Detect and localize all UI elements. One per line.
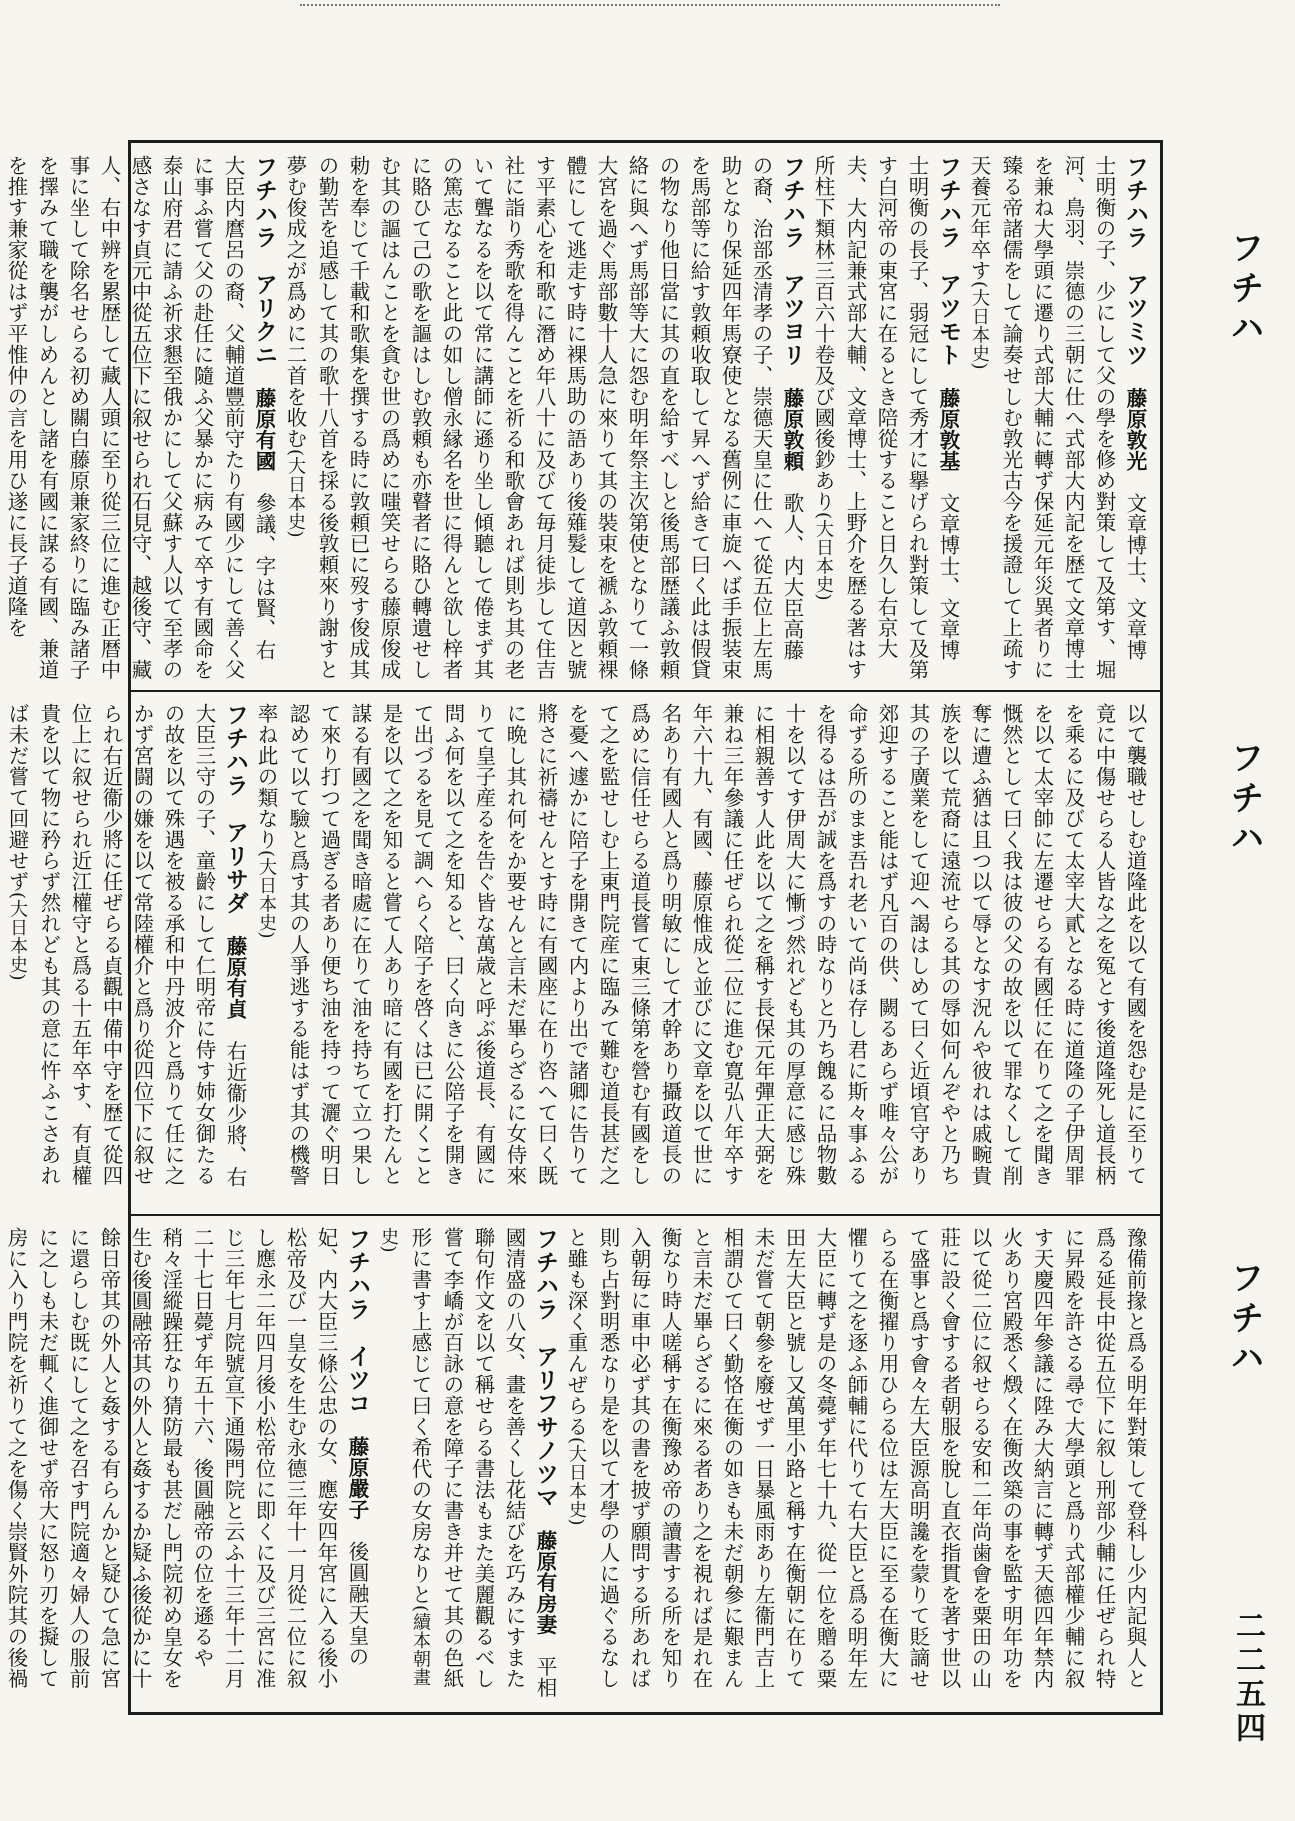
entry-arisada (5, 703, 247, 1188)
entry-name: 藤原嚴子 (345, 1436, 369, 1520)
entry-text: 豫備前掾と爲る明年對策して登科し少内記與人と爲る延長中從五位下に叙し刑部少輔に任ぜられ特に昇殿を許さる尋で大學頭と爲り式部權少輔に叙す天慶四年參議に陞み大納言に轉ず天德四年禁内火あり宮殿悉く燬く在衡改築の事を監す明年功を以て從二位に叙せらる安和二年尚歯會を粟田の山莊に設く會する者朝服を脫し直衣指貫を著す世以て盛事と爲す會々左大臣源高明讒を蒙りて貶謫せらる在衡擢り用ひらる位は左大臣に至る在衡大に懼りて之を逐ふ師輔に代りて右大臣と爲る明年左大臣に轉ず是の冬薨ず年七十九、從一位を贈る粟田左大臣と號し又萬里小路と稱す在衡朝に在りて未だ嘗て朝參を廢せず一日暴風雨あり左衞門吉上相謂ひて曰く勤恪在衡の如きも未だ朝參に艱まんと言未だ畢らざるに來る者あり之を視れば是れ在衡なり時人嗟稱す在衡豫め帝の讀書する所を知り入朝毎に車中必ず其の書を披ず願問する所あれば則ち占對明悉なり是を以て才學の人に過ぐるなしと雖も深く重んぜらる (564, 1227, 1147, 1689)
entry-atsumitsu (967, 155, 1147, 680)
entry-kana: フチハラ アツモト (935, 155, 961, 367)
entry-source: (大日本史) (285, 449, 306, 539)
entry-kana: フチハラ アリクニ (251, 155, 277, 367)
entry-arikuni-cont (254, 703, 1147, 1186)
entry-source: (大日本史) (7, 892, 28, 982)
entry-arifusa-tsuma (376, 1227, 557, 1698)
top-edge-mark (300, 4, 1000, 6)
entry-text: 右近衞少將、右大臣三守の子、童齡にして仁明帝に侍す姉女御たるの故を以て殊遇を被る承和中丹波介と爲りて任に之かず宮闘の嫌を以て常陸權介と爲り從四位下に叙せられ右近衞少將に任ぜらる貞觀中備中守を歴て從四位上に叙せられ近江權守と爲る十五年卒す、有貞權貴を以て物に矜らず然れども其の意に忤ふこさあれば未だ嘗て回避せず (5, 703, 247, 1188)
entry-arikuni (4, 155, 276, 680)
entry-source: (續本朝畫史) (378, 1227, 431, 1687)
entry-name: 藤原有國 (252, 387, 276, 472)
tier-bottom (4, 1227, 1150, 1705)
running-head-bottom: フチハ (1224, 1260, 1264, 1380)
tier-divider-upper (131, 690, 1160, 692)
page-number: 二二五四 (1230, 1610, 1265, 1746)
entry-kana: フチハラ アリサダ (222, 703, 248, 915)
entry-name: 藤原敦頼 (780, 387, 804, 472)
entry-source: (大日本史) (969, 281, 990, 371)
entry-text: 文章博士、文章博士明衡の長子、弱冠にして秀才に擧げられ對策して及第す白河帝の東宮に在るとき陪從すること日久し右京大夫、大内記兼式部大輔、文章博士、上野介を歴る著はす所柱下類林三百六十卷及び國後鈔あり (811, 155, 960, 680)
entry-kana: フチハラ アツヨリ (779, 155, 805, 367)
entry-name: 藤原有貞 (223, 935, 247, 1020)
entry-kana: フチハラ アリフサノツマ (532, 1227, 558, 1509)
entry-name: 藤原敦基 (936, 387, 960, 472)
entry-text: 平相國清盛の八女、畫を善くし花結びを巧みにすまた聯句作文を以て稱せらる書法もまた美麗觀るべし嘗て李嶠が百詠の意を障子に書き并せて其の色紙形に書す上感じて曰く希代の女房なりと (408, 1227, 557, 1698)
running-head-middle: フチハ (1224, 740, 1264, 860)
tier-middle (5, 703, 1150, 1203)
entry-kana: フチハラ イツコ (344, 1227, 370, 1415)
running-head-top: フチハ (1224, 230, 1264, 350)
entry-arihira-cont (564, 1227, 1147, 1689)
entry-name: 藤原敦光 (1123, 387, 1147, 472)
entry-text: 文章博士、文章博士明衡の子、少にして父の學を修め對策して及第す、堀河、鳥羽、崇德の三朝に仕へ式部大内記を歴て文章博士を兼ね大學頭に遷り式部大輔に轉ず保延元年災異者りに臻る帝諸儒をして論奏せしむ敦光古今を援證して上疏す天養元年卒す (967, 155, 1147, 680)
entry-text: 後圓融天皇の妃、内大臣三條公忠の女、應安四年宮に入る後小松帝及び一皇女を生む永德三年十一月從二位に叙し應永二年四月後小松帝位に即くに及び三宮に准じ三年七月院號宣下通陽門院と云ふ十三年十二月二十七日薨ず年五十六、後圓融帝の位を遜るや稍々淫縱躁狂なり猜防最も甚だし門院初め皇女を生む後圓融帝其の外人と姦するか疑ふ後從かに十餘日帝其の外人と姦する有らんかと疑ひて急に宮に還らしむ既にして之を召す門院適々婦人の服前に之しも未だ輒く進御せず帝大に怒り刃を擬して房に入り門院を祈りて之を傷く崇賢外院其の後禍 (4, 1227, 369, 1689)
page-frame (4, 140, 1163, 1715)
entry-itsuko (0, 1227, 369, 1689)
entry-source: (大日本史) (566, 1437, 587, 1527)
entry-kana: フチハラ アツミツ (1122, 155, 1148, 367)
tier-top (4, 155, 1150, 680)
entry-atsumoto (811, 155, 960, 680)
entry-name: 藤原有房妻 (533, 1530, 557, 1635)
entry-text: 歌人、内大臣高藤の裔、治部丞清孝の子、崇德天皇に仕へて從五位上左馬助となり保延四年馬寮使となる舊例に車旋へば手振装束を馬部等に給す敦頼收取して昇へず給きて曰く此は假貸の物なり他日當に其の直を給すべしと後馬部歴議ふ敦頼絡に與へず馬部等大に怨む明年祭主次第使となりて一條大宮を過ぐ馬部數十人急に來りて其の裝束を褫ふ敦頼裸體にして逃走す時に裸馬助の語あり後薙髮して道因と號す平素心を和歌に潛め年八十に及びて毎月徒歩して住吉社に詣り秀歌を得んことを祈る和歌會あれば則ち其の老いて聾なるを以て常に講師に遜り坐し傾聽して倦まず其の篤志なること此の如し僧永縁名を世に得んと欲し梓者に賂ひて己の歌を謳はしむ敦頼も亦瞽者に賂ひ轉遺せしむ其の謳はんことを貪む世の爲めに嗤笑せらる藤原俊成勅を奉じて千載和歌集を撰する時に敦頼已に歿す俊成其の勤苦を追感して其の歌十八首を採る後敦頼來り謝すと夢む俊成之が爲めに二首を收む (283, 155, 804, 680)
entry-source: (大日本史) (813, 512, 834, 602)
entry-text: 參議、字は賢、右大臣内麿呂の裔、父輔道豐前守たり有國少にして善く父に事ふ嘗て父の赴任に隨ふ父暴かに病みて卒す有國命を泰山府君に請ふ祈求懇至俄かにして父蘇す人以て至孝の感さなす貞元中從五位下に叙せられ石見守、越後守、藏人、右中辨を累歴して藏人頭に至り從三位に進む正暦中事に坐して除名せらる初め關白藤原兼家終りに臨み諸子を擇みて職を襲がしめんとし諸を有國に謀る有國、兼道を推す兼家從はず平惟仲の言を用ひ遂に長子道隆を (4, 155, 276, 680)
entry-source: (大日本史) (256, 850, 277, 940)
tier-divider-lower (131, 1214, 1160, 1216)
entry-text: 以て襲職せしむ道隆此を以て有國を怨む是に至りて竟に中傷せらる人皆な之を冤とす後道隆死し道長柄を乘るに及びて太宰大貳となる時に道隆の子伊周罪を以て太宰帥に左遷せらる有國任に在りて之を聞き慨然として曰く我は彼の父の故を以て罪なくして削奪に遭ふ猶は且つ以て辱となす況んや彼れは戚畹貴族を以て荒裔に遠流せらる其の辱如何んぞやと乃ち其の子廣業をして迎へ謁はしめて曰く近頃官守あり郊迎すること能はず凡百の供、闕るあらず唯々公が命ずる所のまま吾れ老いて尚ほ存し君に斯々事ふるを得るは吾が誠を爲すの時なりと乃ち餽るに品物數十を以てす伊周大に慚づ然れども其の厚意に感じ殊に相親善す人此を以て之を稱す長保元年彈正大弼を兼ね三年參議に任ぜられ從二位に進む寛弘八年卒す年六十九、有國、藤原惟成と並びに文章を以て世に名あり有國人と爲り明敏にして才幹あり攝政道長の爲めに信任せらる道長嘗て東三條第を營む有國をして之を監せしむ上東門院産に臨みて難む道長甚だ之を憂へ遽かに陪子を開きて内より出で諸卿に告りて將さに祈禱せんとす時に有國座に在り咨へて曰く既に晩し其れ何をか要せんと言未だ畢らざるに女侍來りて皇子産るを告ぐ皆な萬歳と呼ぶ後道長、有國に問ふ何を以て之を知ると、曰く向きに公陪子を開きて出づるを見て調へらく陪子を啓くは已に開くこと是を以て之を知ると嘗て人あり暗に有國を打たんと謀る有國之を聞き暗處に在りて油を持ちて立つ果して來り打つて過ぎる者あり便ち油を持って灑ぐ明日認めて以て驗と爲す其の人爭逃する能はず其の機警率ね此の類なり (254, 703, 1147, 1186)
entry-atsuyori (283, 155, 804, 680)
